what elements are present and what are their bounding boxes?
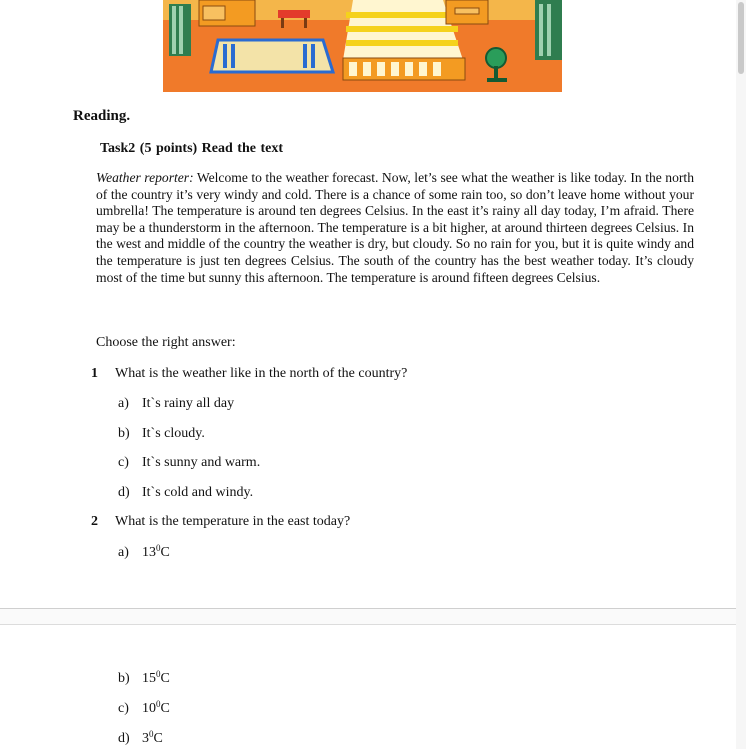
option-letter: c): [118, 455, 129, 470]
question-number: 2: [91, 514, 98, 529]
degree-mark: 0: [149, 729, 154, 739]
option-letter: d): [118, 731, 130, 746]
page-gap: [0, 609, 746, 624]
option-letter: d): [118, 485, 130, 500]
scrollbar-track[interactable]: [736, 0, 746, 749]
degree-mark: 0: [156, 669, 161, 679]
question-1: [91, 366, 407, 382]
option-text: It`s rainy all day: [142, 396, 235, 411]
option-letter: a): [118, 545, 129, 560]
instruction-text: Choose the right answer:: [96, 335, 236, 350]
scrollbar-thumb[interactable]: [738, 2, 744, 74]
option-unit: C: [153, 731, 163, 746]
option-letter: c): [118, 701, 129, 716]
speaker-label: Weather reporter:: [96, 170, 194, 185]
question-text: What is the temperature in the east today?: [115, 514, 351, 529]
option-letter: a): [118, 396, 129, 411]
option-text: It`s sunny and warm.: [142, 455, 261, 470]
option-value: 13: [142, 545, 156, 560]
bedroom-illustration: [163, 0, 562, 92]
section-heading: Reading.: [73, 108, 131, 124]
option-2c: [118, 699, 170, 717]
option-unit: C: [160, 671, 170, 686]
option-value: 3: [142, 731, 149, 746]
option-letter: b): [118, 426, 130, 441]
option-text: It`s cloudy.: [142, 426, 205, 441]
option-unit: C: [160, 701, 170, 716]
reading-body: Welcome to the weather forecast. Now, let’s see what the weather is like today. In the north of the country it’s very windy and cold. There is a chance of some rain too, so don’t leave home without your umbrella! The temperature is around ten degrees Celsius. In the east it’s rainy all day today, I’m afraid. There may be a thunderstorm in the afternoon. The temperature is a bit higher, at around thirteen degrees Celsius. In the west and middle of the country the weather is dry, but cloudy. So no rain for you, but it is quite windy and the temperature is just ten degrees Celsius. The south of the country has the best weather today. It’s cloudy most of the time but sunny this afternoon. The temperature is around fifteen degrees Celsius.: [96, 170, 694, 285]
option-1b: [118, 426, 205, 442]
option-unit: C: [160, 545, 170, 560]
option-letter: b): [118, 671, 130, 686]
reading-text: [96, 170, 694, 286]
option-2a: [118, 543, 170, 561]
degree-mark: 0: [156, 543, 161, 553]
option-2d: [118, 729, 163, 747]
question-text: What is the weather like in the north of the country?: [115, 366, 408, 381]
task-title: Task2 (5 points) Read the text: [100, 141, 283, 156]
option-1c: [118, 455, 260, 471]
page-break-bottom: [0, 624, 746, 625]
option-text: It`s cold and windy.: [142, 485, 254, 500]
option-value: 15: [142, 671, 156, 686]
question-2: [91, 514, 350, 530]
option-1a: [118, 396, 234, 412]
question-number: 1: [91, 366, 98, 381]
option-value: 10: [142, 701, 156, 716]
option-2b: [118, 669, 170, 687]
degree-mark: 0: [156, 699, 161, 709]
option-1d: [118, 485, 253, 501]
